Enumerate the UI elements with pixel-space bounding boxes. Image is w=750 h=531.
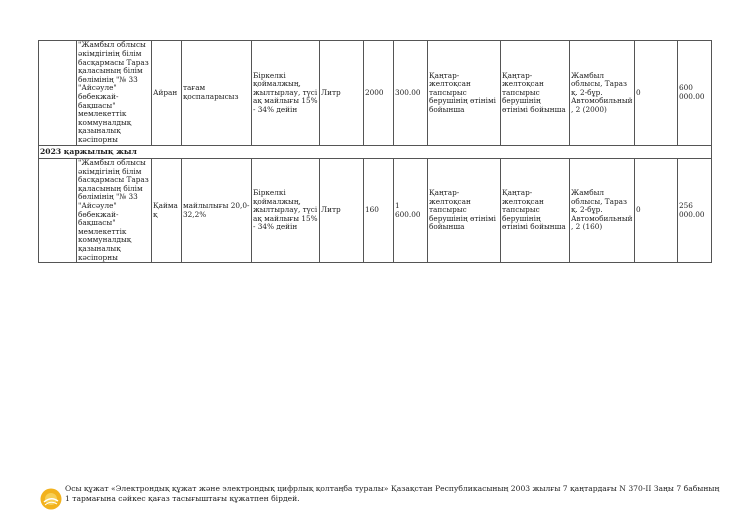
product-cell: Қаймақ [152,159,182,263]
empty-cell [39,159,77,263]
delivery-term-cell: Қаңтар-желтоқсан тапсырыс берушінің өтінімі бойынша [428,41,501,146]
additional-cell: Біркелкі қоймалжың, жылтырлау, түсі ақ майлығы 15% - 34% дейін [252,41,320,146]
characteristic-cell: майлылығы 20,0-32,2% [182,159,252,263]
characteristic-cell: тағам қоспаларысыз [182,41,252,146]
sum-cell: 256 000.00 [678,159,712,263]
year-header: 2023 қаржылық жыл [39,146,712,159]
sum-cell: 600 000.00 [678,41,712,146]
procurement-table [38,40,712,263]
delivery-term-cell: Қаңтар-желтоқсан тапсырыс берушінің өтінімі бойынша [501,41,570,146]
table-row [39,41,712,146]
customer-cell: "Жамбыл облысы әкімдігінің білім басқармасы Тараз қаласының білім бөлімінің "№ 33 "Айсәуле" бөбекжай-бақшасы" мемлекеттік коммуналдық қазыналық кәсіпорны [77,159,152,263]
unit-cell: Литр [320,159,364,263]
customer-cell: "Жамбыл облысы әкімдігінің білім басқармасы Тараз қаласының білім бөлімінің "№ 33 "Айсәуле" бөбекжай-бақшасы" мемлекеттік коммуналдық қазыналық кәсіпорны [77,41,152,146]
year-header-row [39,146,712,159]
quantity-cell: 2000 [364,41,394,146]
document-footer [40,484,720,510]
advance-cell: 0 [635,41,678,146]
delivery-term-cell: Қаңтар-желтоқсан тапсырыс берушінің өтінімі бойынша [501,159,570,263]
additional-cell: Біркелкі қоймалжың, жылтырлау, түсі ақ майлығы 15% - 34% дейін [252,159,320,263]
price-cell: 300.00 [394,41,428,146]
price-cell: 1 600.00 [394,159,428,263]
table-row [39,159,712,263]
quantity-cell: 160 [364,159,394,263]
place-cell: Жамбыл облысы, Тараз қ. 2-бұр. Автомобильный, 2 (160) [570,159,635,263]
delivery-term-cell: Қаңтар-желтоқсан тапсырыс берушінің өтінімі бойынша [428,159,501,263]
advance-cell: 0 [635,159,678,263]
footer-legal-text: Осы құжат «Электрондық құжат және электрондық цифрлық қолтаңба туралы» Қазақстан Республикасының 2003 жылғы 7 қаңтардағы N 370-II Заңы 7 бабының 1 тармағына сәйкес қағаз тасығыштағы құжатпен бірдей. [65,484,720,503]
empty-cell [39,41,77,146]
egov-sun-logo-icon [40,488,62,510]
product-cell: Айран [152,41,182,146]
unit-cell: Литр [320,41,364,146]
place-cell: Жамбыл облысы, Тараз қ. 2-бұр. Автомобильный, 2 (2000) [570,41,635,146]
